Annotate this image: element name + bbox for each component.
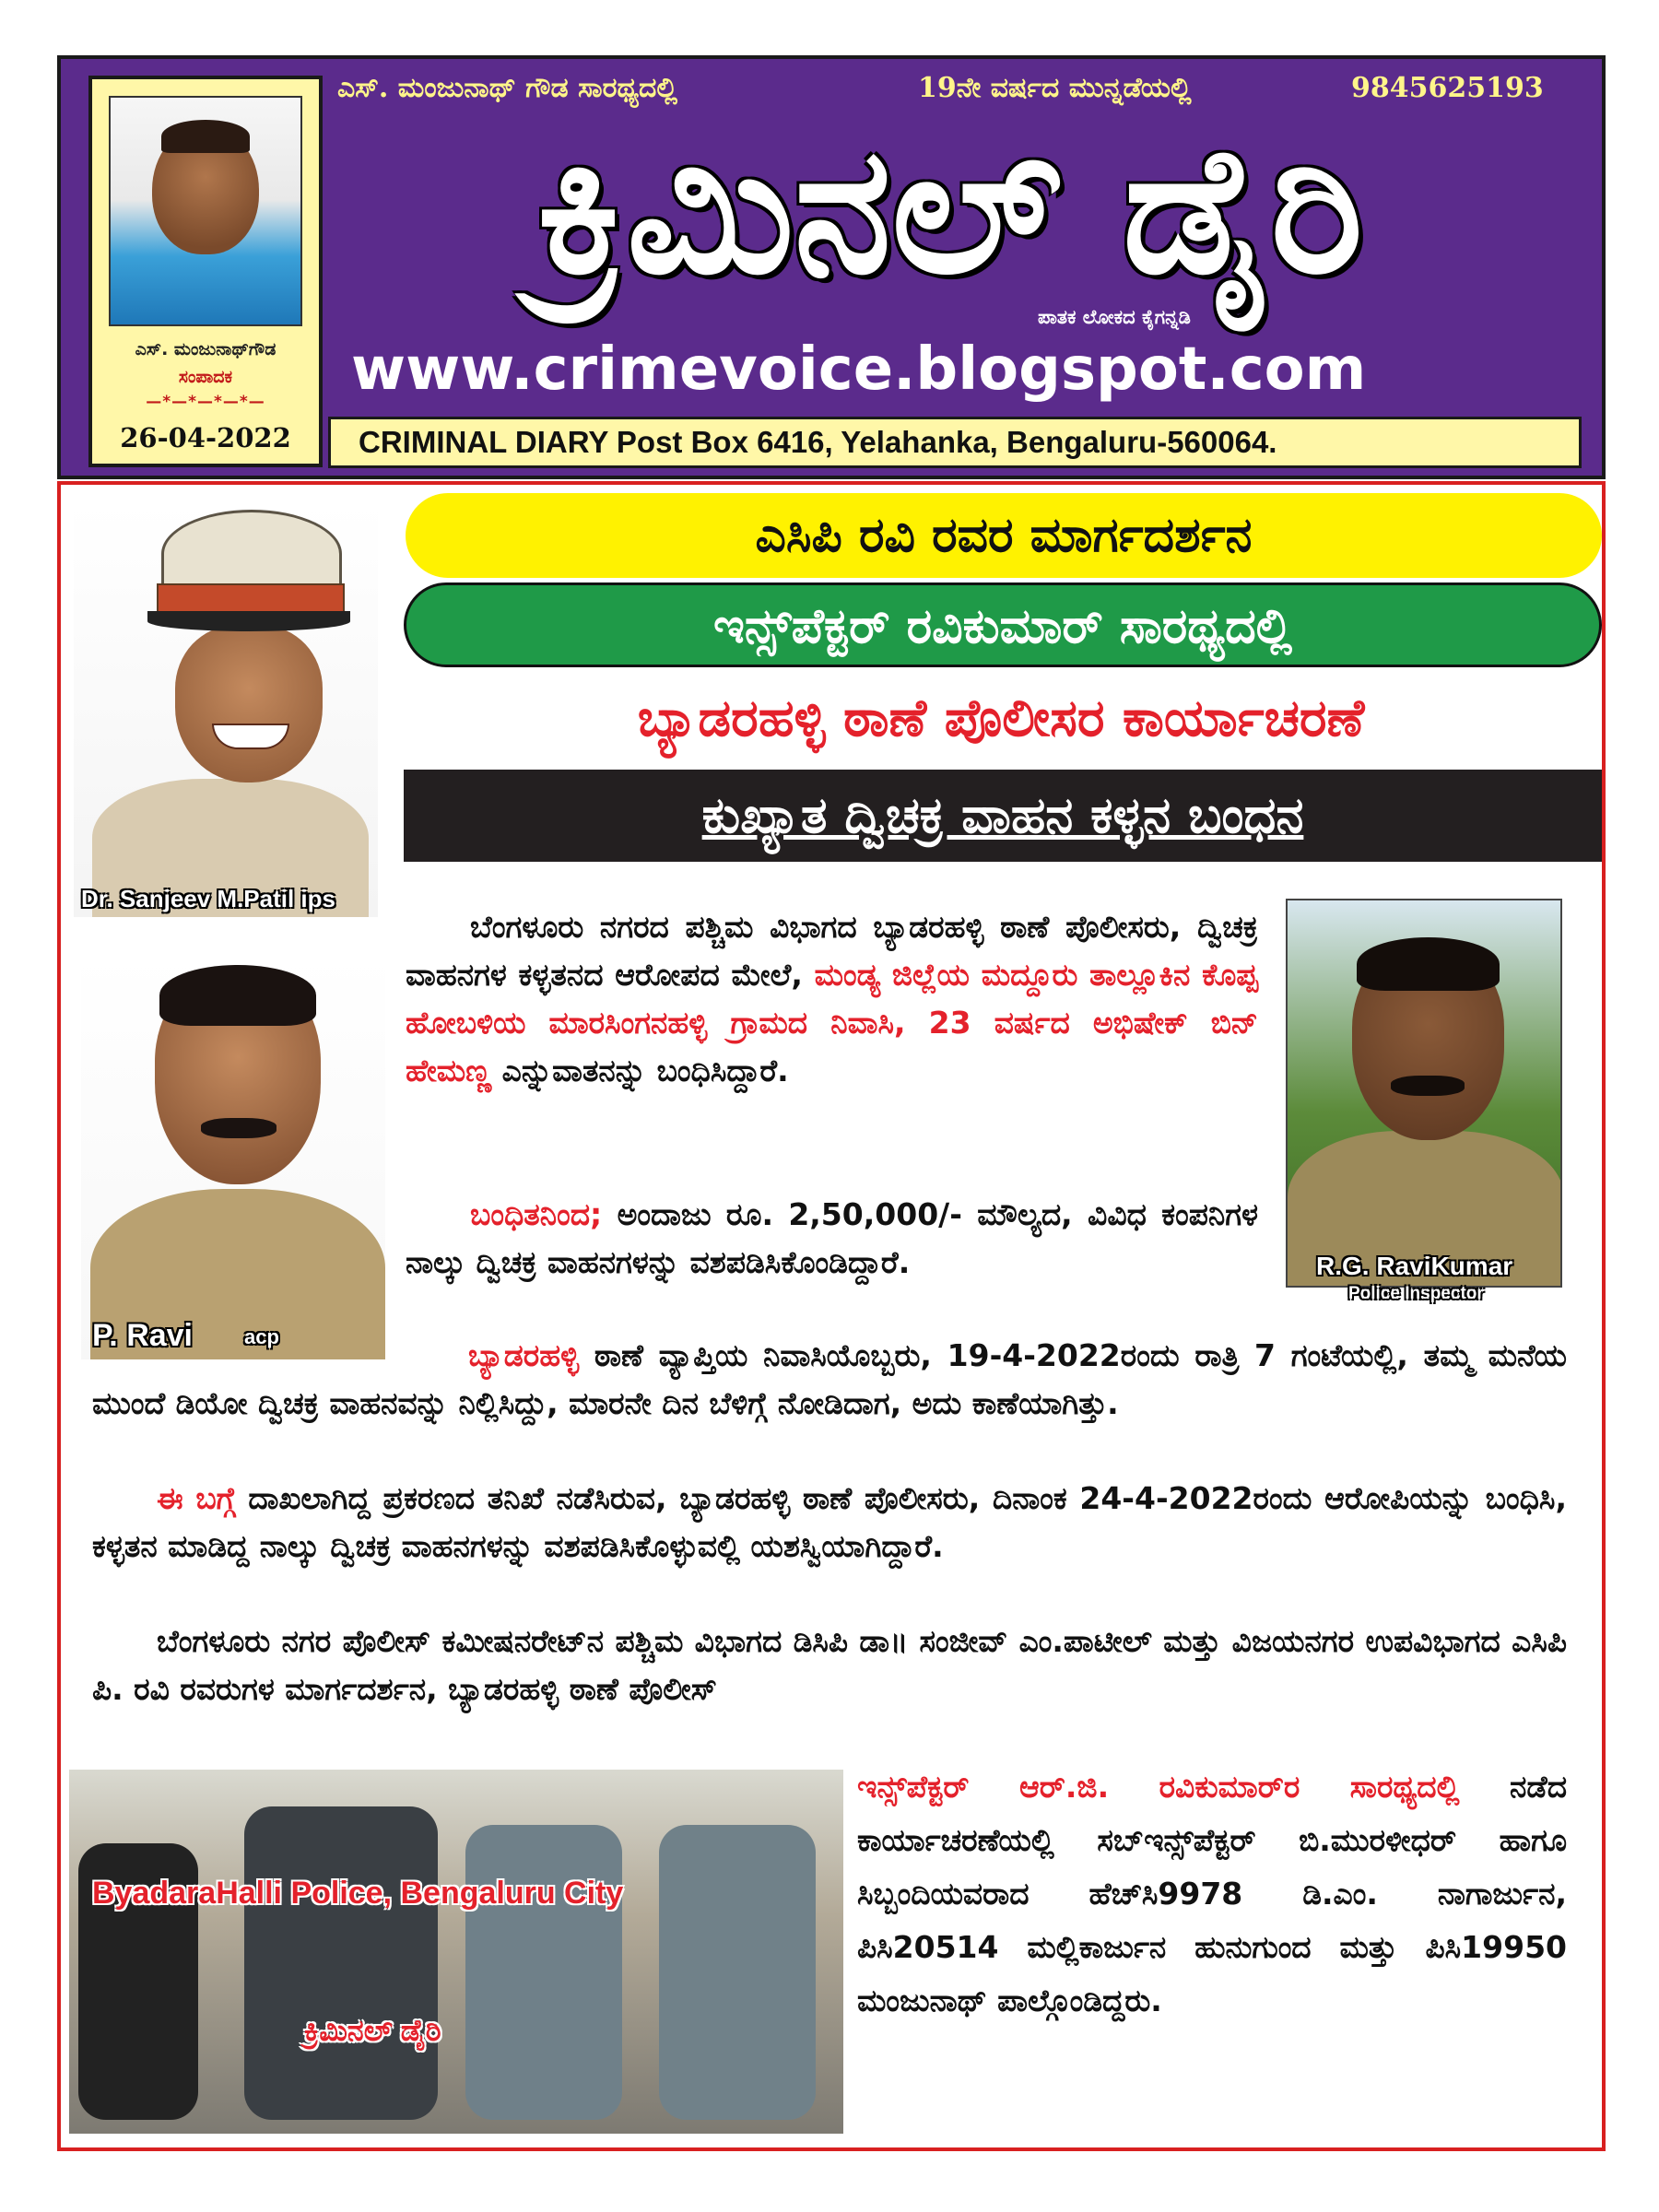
- editor-name: ಎಸ್. ಮಂಜುನಾಥ್‌ಗೌಡ: [135, 339, 276, 359]
- dcp-photo: [74, 502, 378, 917]
- editor-role: ಸಂಪಾದಕ: [178, 367, 233, 387]
- p2-text-red: ಬಂಧಿತನಿಂದ;: [470, 1196, 603, 1232]
- issue-date: 26-04-2022: [120, 422, 291, 453]
- editor-deco: —*—*—*—*—: [146, 393, 265, 411]
- dcp-face: [175, 626, 323, 782]
- paper-title: ಕ್ರಿಮಿನಲ್ ಡೈರಿ: [537, 109, 1363, 312]
- operation-headline: ಬ್ಯಾಡರಹಳ್ಳಿ ಠಾಣೆ ಪೊಲೀಸರ ಕಾರ್ಯಾಚರಣೆ: [637, 688, 1365, 748]
- bike-2: [244, 1806, 438, 2120]
- p1-text-red: ಮಂಡ್ಯ ಜಿಲ್ಲೆಯ ಮದ್ದೂರು ತಾಲ್ಲೂಕಿನ ಕೊಪ್ಪ ಹೋಬಳಿಯ ಮಾರಸಿಂಗನಹಳ್ಳಿ ಗ್ರಾಮದ ನಿವಾಸಿ, 23 ವರ್ಷದ ಅಭಿಷೇಕ್ ಬಿನ್ ಹೇಮಣ್ಣ: [406, 957, 1258, 1088]
- website-link[interactable]: www.crimevoice.blogspot.com: [351, 335, 1367, 404]
- bike-3: [465, 1825, 622, 2120]
- dcp-caption: Dr. Sanjeev M.Patil ips: [81, 885, 335, 912]
- editor-box: [88, 76, 323, 467]
- p3-text-b: ಠಾಣೆ ವ್ಯಾಪ್ತಿಯ ನಿವಾಸಿಯೊಬ್ಬರು, 19-4-2022ರಂದು ರಾತ್ರಿ 7 ಗಂಟೆಯಲ್ಲಿ, ತಮ್ಮ ಮನೆಯ ಮುಂದೆ ಡಿಯೋ ದ್ವಿಚಕ್ರ ವಾಹನವನ್ನು ನಿಲ್ಲಿಸಿದ್ದು, ಮಾರನೇ ದಿನ ಬೆಳಿಗ್ಗೆ ನೋಡಿದಾಗ, ಅದು ಕಾಣೆಯಾಗಿತ್ತು.: [92, 1337, 1567, 1421]
- acp-hair: [159, 965, 316, 1026]
- inspector-caption-sub: Police Inspector: [1348, 1284, 1484, 1303]
- top-mid-line: 19ನೇ ವರ್ಷದ ಮುನ್ನಡೆಯಲ್ಲಿ: [918, 72, 1192, 104]
- tagline: ಪಾತಕ ಲೋಕದ ಕೈಗನ್ನಡಿ: [1038, 306, 1191, 328]
- article-paragraph-4: [92, 1475, 1567, 1571]
- dcp-cap-brim: [147, 611, 350, 631]
- address-bar: CRIMINAL DIARY Post Box 6416, Yelahanka, Bengaluru-560064.: [328, 417, 1582, 468]
- acp-caption: P. Ravi: [92, 1318, 194, 1353]
- arrest-headline: ಕುಖ್ಯಾತ ದ್ವಿಚಕ್ರ ವಾಹನ ಕಳ್ಳನ ಬಂಧನ: [404, 770, 1602, 862]
- bike-4: [659, 1825, 816, 2120]
- acp-photo: [81, 954, 385, 1359]
- p3-text-red: ಬ್ಯಾಡರಹಳ್ಳಿ: [468, 1337, 580, 1373]
- acp-guidance-banner: ಎಸಿಪಿ ರವಿ ರವರ ಮಾರ್ಗದರ್ಶನ: [406, 493, 1602, 578]
- top-left-line: ಎಸ್. ಮಂಜುನಾಥ್ ಗೌಡ ಸಾರಥ್ಯದಲ್ಲಿ: [337, 72, 678, 104]
- article-paragraph-2: [406, 1191, 1258, 1287]
- p1-text-a: ಬೆಂಗಳೂರು ನಗರದ ಪಶ್ಚಿಮ ವಿಭಾಗದ ಬ್ಯಾಡರಹಳ್ಳಿ ಠಾಣೆ ಪೊಲೀಸರು, ದ್ವಿಚಕ್ರ ವಾಹನಗಳ ಕಳ್ಳತನದ ಆರೋಪದ ಮೇಲೆ,: [406, 909, 1258, 993]
- p6-text-b: ನಡೆದ ಕಾರ್ಯಾಚರಣೆಯಲ್ಲಿ ಸಬ್‌ಇನ್ಸ್‌ಪೆಕ್ಟರ್ ಬಿ.ಮುರಳೀಧರ್ ಹಾಗೂ ಸಿಬ್ಬಂದಿಯವರಾದ ಹೆಚ್‌ಸಿ9978 ಡಿ.ಎಂ. ನಾಗಾರ್ಜುನ, ಪಿಸಿ20514 ಮಲ್ಲಿಕಾರ್ಜುನ ಹುನುಗುಂದ ಮತ್ತು ಪಿಸಿ19950 ಮಂಜುನಾಥ್ ಪಾಲ್ಗೊಂಡಿದ್ದರು.: [857, 1769, 1568, 2018]
- p4-text-red: ಈ ಬಗ್ಗೆ: [157, 1480, 236, 1516]
- article-paragraph-1: [406, 903, 1258, 1095]
- recovered-bikes-photo: [69, 1770, 843, 2134]
- bikes-brand-watermark: ಕ್ರಿಮಿನಲ್ ಡೈರಿ: [304, 2014, 441, 2047]
- p6-text-red: ಇನ್ಸ್‌ಪೆಕ್ಟರ್ ಆರ್.ಜಿ. ರವಿಕುಮಾರ್‌ರ ಸಾರಥ್ಯದಲ್ಲಿ: [857, 1769, 1460, 1805]
- p1-text-b: ಎನ್ನುವಾತನನ್ನು ಬಂಧಿಸಿದ್ದಾರೆ.: [491, 1053, 789, 1088]
- article-paragraph-5: [92, 1618, 1567, 1713]
- editor-photo: [109, 96, 302, 326]
- inspector-photo: [1286, 899, 1562, 1288]
- bikes-caption: ByadaraHalli Police, Bengaluru City: [92, 1876, 624, 1911]
- acp-caption-suffix: acp: [244, 1325, 279, 1348]
- inspector-caption: R.G. RaviKumar: [1316, 1252, 1513, 1280]
- editor-hair: [161, 120, 250, 153]
- phone-number: 9845625193: [1351, 72, 1544, 104]
- acp-mustache: [201, 1118, 276, 1138]
- p2-text-b: ಅಂದಾಜು ರೂ. 2,50,000/- ಮೌಲ್ಯದ, ವಿವಿಧ ಕಂಪನಿಗಳ ನಾಲ್ಕು ದ್ವಿಚಕ್ರ ವಾಹನಗಳನ್ನು ವಶಪಡಿಸಿಕೊಂಡಿದ್ದಾರೆ.: [406, 1196, 1258, 1280]
- inspector-mustache: [1391, 1076, 1465, 1096]
- masthead: [57, 55, 1606, 479]
- article-paragraph-3: [92, 1332, 1567, 1428]
- inspector-hair: [1357, 937, 1500, 991]
- p5-text: ಬೆಂಗಳೂರು ನಗರ ಪೊಲೀಸ್ ಕಮೀಷನರೇಟ್‌ನ ಪಶ್ಚಿಮ ವಿಭಾಗದ ಡಿಸಿಪಿ ಡಾ॥ ಸಂಜೀವ್ ಎಂ.ಪಾಟೀಲ್ ಮತ್ತು ವಿಜಯನಗರ ಉಪವಿಭಾಗದ ಎಸಿಪಿ ಪಿ. ರವಿ ರವರುಗಳ ಮಾರ್ಗದರ್ಶನ, ಬ್ಯಾಡರಹಳ್ಳಿ ಠಾಣೆ ಪೊಲೀಸ್: [92, 1623, 1567, 1707]
- article-paragraph-6: [857, 1760, 1567, 2028]
- inspector-banner: ಇನ್ಸ್‌ಪೆಕ್ಟರ್ ರವಿಕುಮಾರ್ ಸಾರಥ್ಯದಲ್ಲಿ: [404, 582, 1602, 667]
- p4-text-b: ದಾಖಲಾಗಿದ್ದ ಪ್ರಕರಣದ ತನಿಖೆ ನಡೆಸಿರುವ, ಬ್ಯಾಡರಹಳ್ಳಿ ಠಾಣೆ ಪೊಲೀಸರು, ದಿನಾಂಕ 24-4-2022ರಂದು ಆರೋಪಿಯನ್ನು ಬಂಧಿಸಿ, ಕಳ್ಳತನ ಮಾಡಿದ್ದ ನಾಲ್ಕು ದ್ವಿಚಕ್ರ ವಾಹನಗಳನ್ನು ವಶಪಡಿಸಿಕೊಳ್ಳುವಲ್ಲಿ ಯಶಸ್ವಿಯಾಗಿದ್ದಾರೆ.: [92, 1480, 1567, 1564]
